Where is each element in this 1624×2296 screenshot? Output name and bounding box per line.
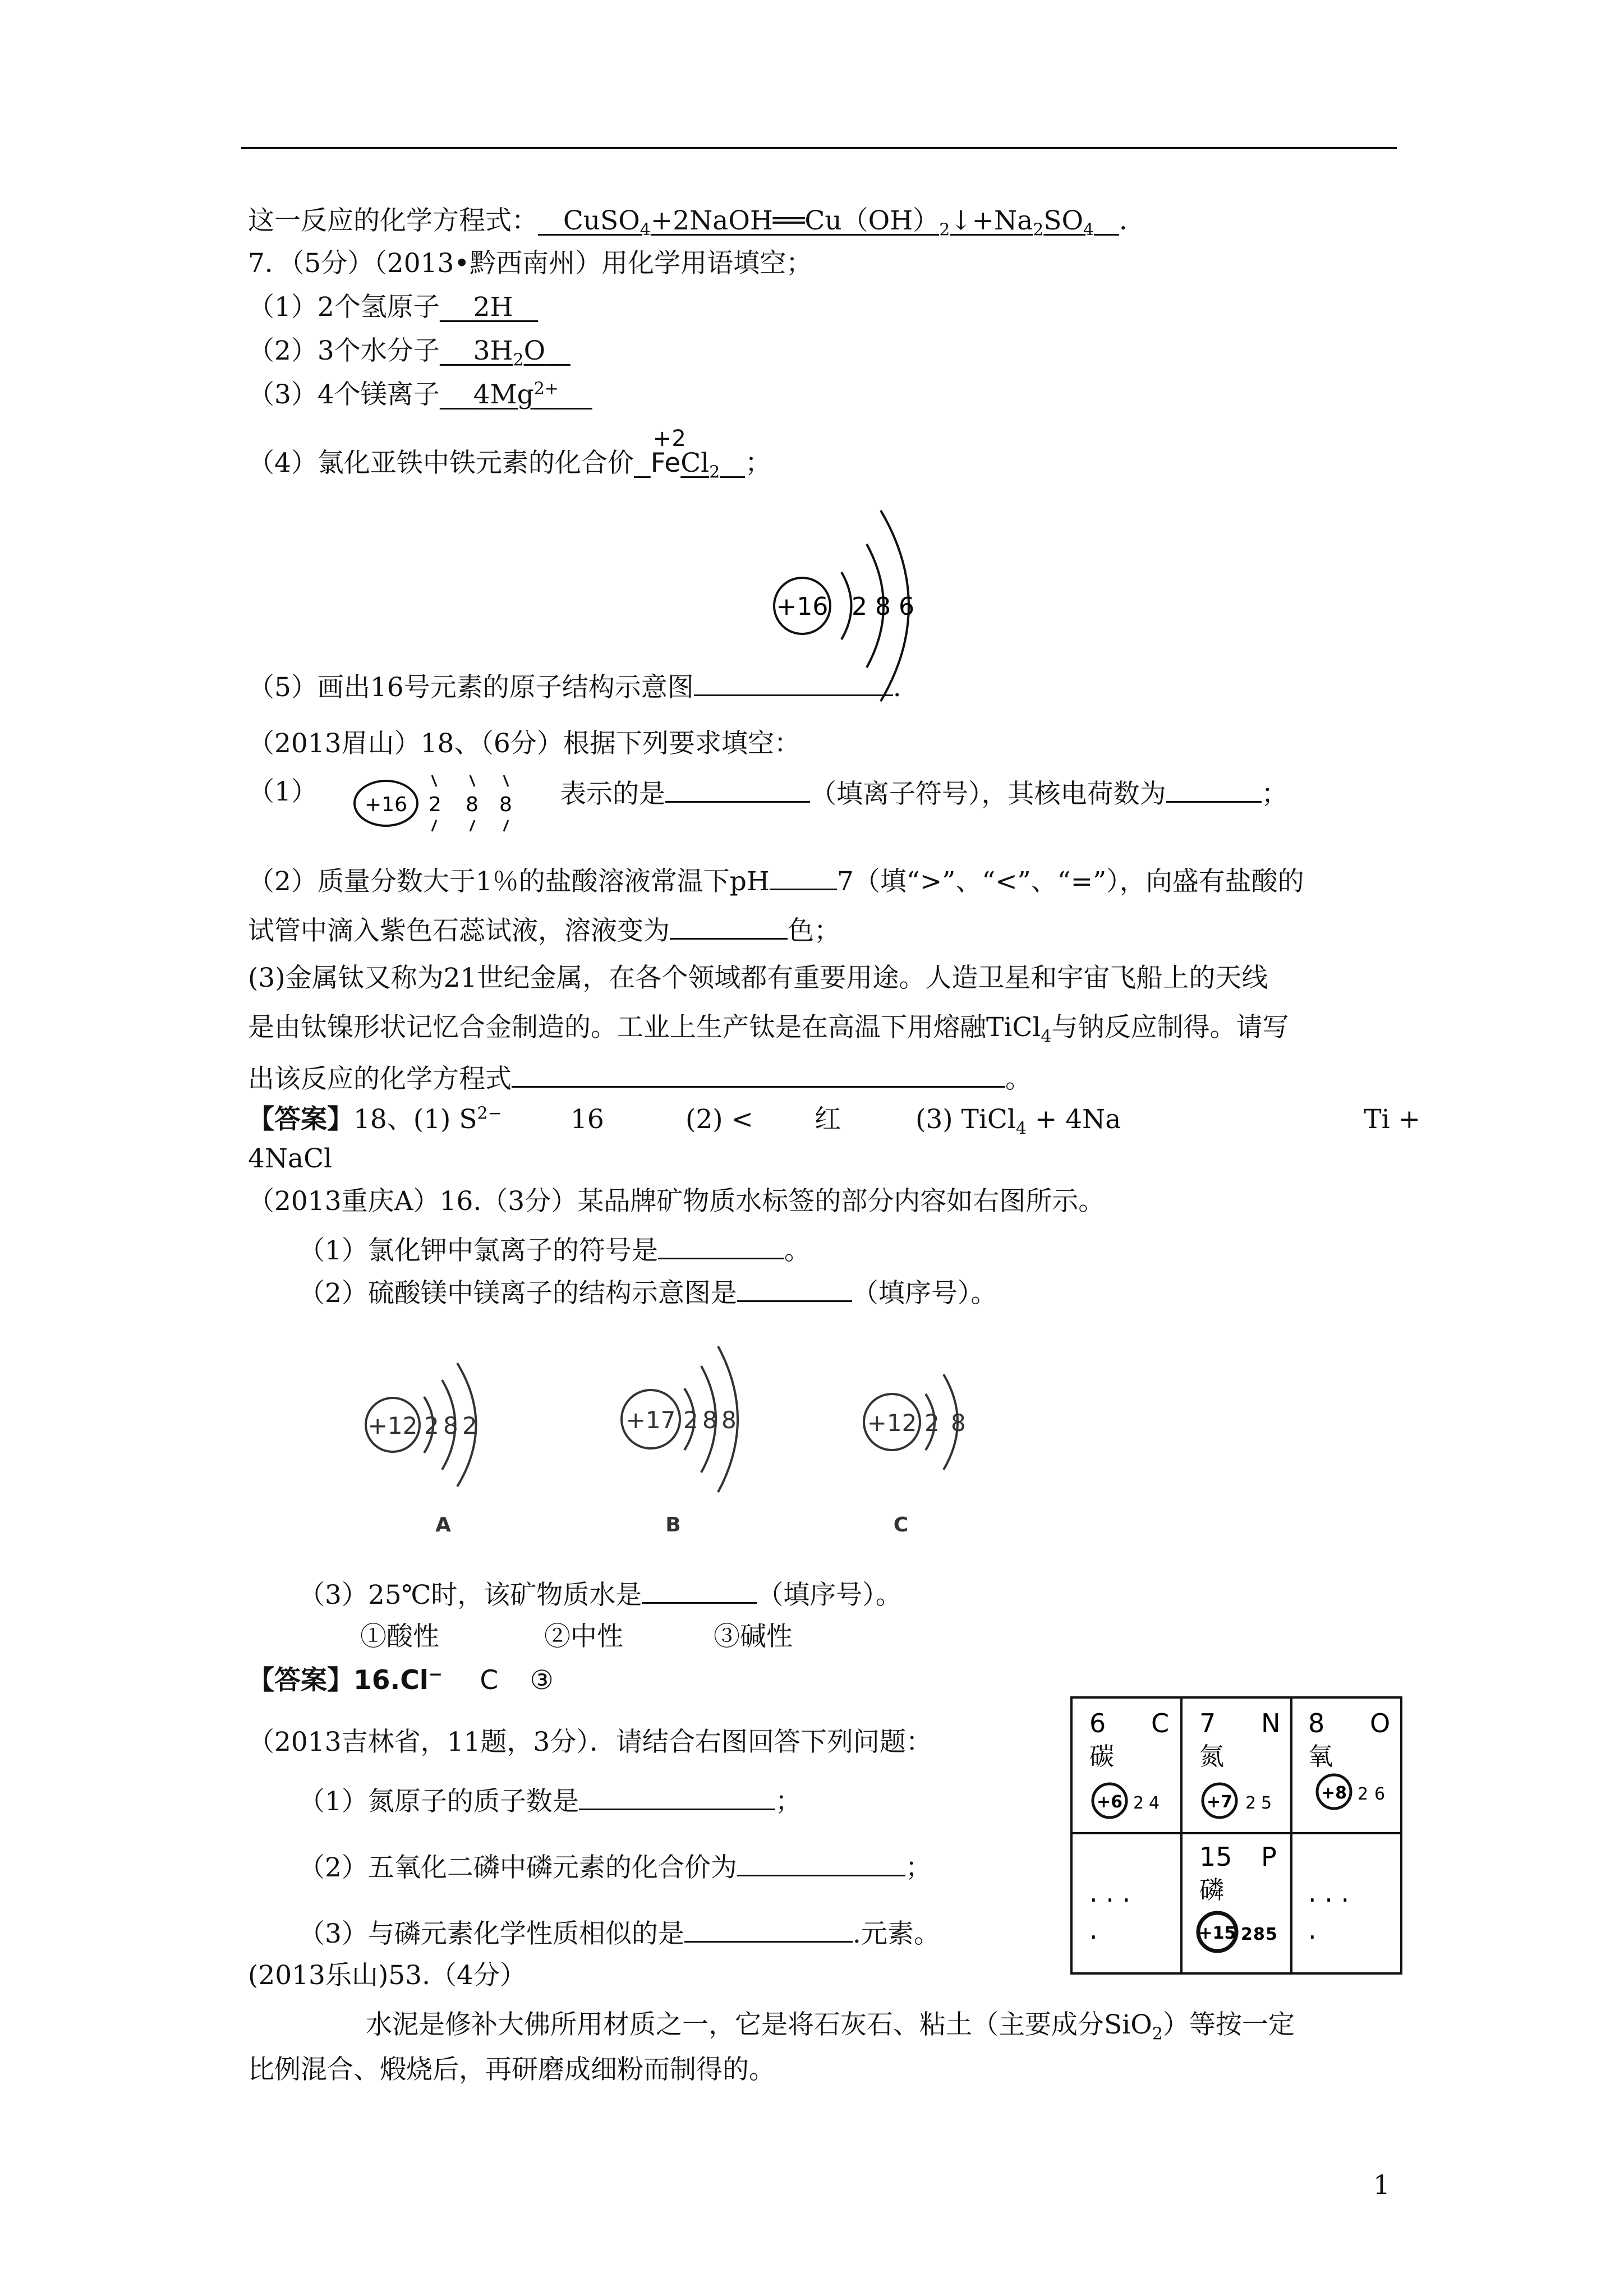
q16-blank-3[interactable] bbox=[642, 1576, 757, 1604]
q18-intro: （2013眉山）18、（6分）根据下列要求填空： bbox=[248, 728, 801, 759]
q18-line-1: （1） bbox=[248, 776, 318, 807]
q7-blank-5[interactable] bbox=[694, 669, 893, 696]
cell-phosphorus bbox=[1198, 1842, 1277, 1951]
q7-line-2: （2）3个水分子 $3H_2O$ bbox=[248, 334, 571, 368]
jilin-blank-3[interactable] bbox=[684, 1915, 853, 1943]
svg-text:2: 2 bbox=[1133, 1793, 1144, 1813]
leshan-para-2: 比例混合、煅烧后，再研磨成细粉而制得的。 bbox=[248, 2054, 775, 2085]
svg-text:8: 8 bbox=[721, 1406, 737, 1434]
structure-diagrams bbox=[348, 1335, 1077, 1548]
ion-nucleus: +16 bbox=[365, 793, 407, 816]
q7-answer-3: $4Mg^{2+}$ bbox=[473, 379, 559, 410]
svg-text:6: 6 bbox=[1089, 1708, 1106, 1738]
diagram-c-label: C bbox=[893, 1513, 909, 1536]
svg-text:15: 15 bbox=[1199, 1842, 1232, 1872]
q16-line-3: （3）25℃时，该矿物质水是 （填序号）。 bbox=[298, 1576, 902, 1612]
svg-text:磷: 磷 bbox=[1199, 1876, 1224, 1904]
leshan-intro: (2013乐山)53.（4分） bbox=[248, 1960, 526, 1991]
svg-text:C: C bbox=[1151, 1708, 1170, 1738]
q7-title: 7．（5分）（2013•黔西南州）用化学用语填空； bbox=[248, 248, 813, 279]
q18-blank-equation[interactable] bbox=[512, 1060, 1005, 1088]
shell-3: 6 bbox=[899, 592, 914, 621]
svg-text:. . .: . . . bbox=[1308, 1878, 1350, 1908]
diagram-a-label: A bbox=[435, 1513, 451, 1536]
q7-line-5: （5）画出16号元素的原子结构示意图 . bbox=[248, 669, 901, 705]
q7-answer-4: +2 FeCl$_2$ bbox=[634, 448, 745, 478]
diagram-a bbox=[366, 1363, 477, 1536]
ion-shell-2: 8 bbox=[466, 793, 479, 816]
cell-nitrogen bbox=[1199, 1708, 1280, 1818]
cell-oxygen bbox=[1308, 1708, 1390, 1809]
q7-answer-1: 2H bbox=[473, 292, 513, 323]
svg-text:4: 4 bbox=[1149, 1793, 1160, 1813]
q7-line-4: （4）氯化亚铁中铁元素的化合价 +2 FeCl$_2$ ； bbox=[248, 447, 771, 480]
q18-blank-ph[interactable] bbox=[770, 863, 837, 890]
q16-options: ①酸性 ②中性 ③碱性 bbox=[360, 1621, 793, 1652]
diagram-b bbox=[622, 1346, 738, 1536]
equation-answer: $CuSO_4+2NaOH══Cu(OH)_2↓+Na_2SO_4$ bbox=[563, 205, 1094, 240]
svg-text:2: 2 bbox=[462, 1412, 477, 1439]
jilin-intro: （2013吉林省，11题，3分）．请结合右图回答下列问题： bbox=[248, 1727, 932, 1757]
svg-text:8: 8 bbox=[951, 1409, 966, 1437]
leshan-para-1: 水泥是修补大佛所用材质之一，它是将石灰石、粘土（主要成分SiO$_2$）等按一定 bbox=[366, 2009, 1295, 2044]
svg-text:2: 2 bbox=[424, 1412, 439, 1439]
q18-answer: 【答案】18、(1) $S^{2-}$ 16 (2) < 红 (3) TiCl$_4$ + 4Na Ti + bbox=[248, 1103, 1420, 1139]
svg-text:5: 5 bbox=[1261, 1793, 1272, 1813]
svg-text:.: . bbox=[1308, 1915, 1317, 1945]
shell-2: 8 bbox=[875, 592, 891, 621]
svg-text:2: 2 bbox=[683, 1406, 698, 1434]
q18-answer-2: 4NaCl bbox=[248, 1143, 333, 1174]
svg-text:7: 7 bbox=[1199, 1708, 1216, 1738]
svg-text:P: P bbox=[1261, 1842, 1277, 1872]
q16-blank-2[interactable] bbox=[737, 1274, 852, 1302]
svg-text:8: 8 bbox=[1308, 1708, 1325, 1738]
svg-text:8: 8 bbox=[443, 1412, 458, 1439]
q18-line-3c: 出该反应的化学方程式 。 bbox=[248, 1060, 1032, 1096]
svg-text:+7: +7 bbox=[1206, 1792, 1233, 1812]
diagram-b-label: B bbox=[665, 1513, 681, 1536]
jilin-blank-2[interactable] bbox=[737, 1849, 905, 1876]
svg-text:氮: 氮 bbox=[1199, 1742, 1224, 1771]
element-table bbox=[1070, 1696, 1402, 1975]
valence-mark: +2 bbox=[652, 426, 686, 452]
svg-text:6: 6 bbox=[1374, 1784, 1386, 1804]
svg-text:+12: +12 bbox=[367, 1412, 418, 1439]
svg-text:O: O bbox=[1370, 1708, 1391, 1738]
page-number: 1 bbox=[1373, 2170, 1390, 2201]
svg-text:碳: 碳 bbox=[1089, 1742, 1114, 1771]
svg-text:+17: +17 bbox=[625, 1406, 676, 1434]
q18-blank-charge[interactable] bbox=[1166, 775, 1262, 803]
svg-text:氧: 氧 bbox=[1308, 1742, 1333, 1771]
equation-line: 这一反应的化学方程式： $CuSO_4+2NaOH══Cu(OH)_2↓+Na_2SO_4$ ． bbox=[248, 205, 1145, 240]
svg-text:. . .: . . . bbox=[1089, 1878, 1131, 1908]
svg-text:+12: +12 bbox=[867, 1409, 917, 1437]
svg-text:8: 8 bbox=[1253, 1925, 1265, 1944]
ion-shell-1: 2 bbox=[429, 793, 441, 816]
q16-answer: 【答案】16.Cl− C ③ bbox=[248, 1664, 554, 1696]
q7-answer-2: $3H_2O$ bbox=[473, 335, 546, 370]
svg-text:2: 2 bbox=[1245, 1793, 1257, 1813]
svg-text:+6: +6 bbox=[1096, 1792, 1123, 1812]
svg-text:.: . bbox=[1089, 1915, 1098, 1945]
svg-text:5: 5 bbox=[1266, 1925, 1277, 1944]
cell-placeholder-right bbox=[1308, 1878, 1349, 1945]
q18-blank-ion[interactable] bbox=[665, 775, 810, 803]
q18-line-3a: (3)金属钛又称为21世纪金属，在各个领域都有重要用途。人造卫星和宇宙飞船上的天线 bbox=[248, 963, 1268, 993]
cell-placeholder-left bbox=[1089, 1878, 1130, 1945]
q7-line-3: （3）4个镁离子 $4Mg^{2+}$ bbox=[248, 378, 592, 412]
svg-text:2: 2 bbox=[924, 1409, 940, 1437]
ion-shell-3: 8 bbox=[499, 793, 512, 816]
q7-line-1: （1）2个氢原子 2H bbox=[248, 291, 538, 324]
jilin-blank-1[interactable] bbox=[579, 1783, 775, 1810]
jilin-line-1: （1）氮原子的质子数是 ； bbox=[298, 1783, 802, 1819]
svg-text:+15: +15 bbox=[1198, 1924, 1236, 1943]
q18-line-3b: 是由钛镍形状记忆合金制造的。工业上生产钛是在高温下用熔融TiCl$_4$与钠反应制得。请写 bbox=[248, 1012, 1289, 1047]
header-rule bbox=[241, 147, 1397, 149]
svg-text:2: 2 bbox=[1241, 1925, 1253, 1944]
q16-line-1: （1）氯化钾中氯离子的符号是 。 bbox=[298, 1232, 811, 1268]
svg-text:8: 8 bbox=[702, 1406, 717, 1434]
jilin-line-3: （3）与磷元素化学性质相似的是 .元素。 bbox=[298, 1915, 940, 1951]
svg-text:N: N bbox=[1261, 1708, 1281, 1738]
q16-line-2: （2）硫酸镁中镁离子的结构示意图是 （填序号）。 bbox=[298, 1274, 997, 1310]
q18-blank-color[interactable] bbox=[670, 912, 788, 940]
q18-line-2: （2）质量分数大于1％的盐酸溶液常温下pH 7（填“>”、“<”、“=”），向盛有盐酸的 bbox=[248, 863, 1304, 899]
q16-blank-1[interactable] bbox=[658, 1232, 784, 1259]
shell-1: 2 bbox=[852, 592, 867, 621]
cell-carbon bbox=[1089, 1708, 1169, 1818]
svg-text:+8: +8 bbox=[1321, 1783, 1347, 1803]
q18-line-2b: 试管中滴入紫色石蕊试液，溶液变为 色； bbox=[248, 912, 840, 948]
ion-diagram-16 bbox=[352, 764, 532, 843]
svg-text:2: 2 bbox=[1358, 1784, 1369, 1804]
diagram-c bbox=[864, 1374, 966, 1536]
nucleus-label: +16 bbox=[776, 592, 829, 621]
jilin-line-2: （2）五氧化二磷中磷元素的化合价为 ； bbox=[298, 1849, 932, 1885]
q18-line-1-text: 表示的是 （填离子符号），其核电荷数为 ； bbox=[560, 775, 1288, 811]
q16-intro: （2013重庆A）16.（3分）某品牌矿物质水标签的部分内容如右图所示。 bbox=[248, 1186, 1105, 1217]
